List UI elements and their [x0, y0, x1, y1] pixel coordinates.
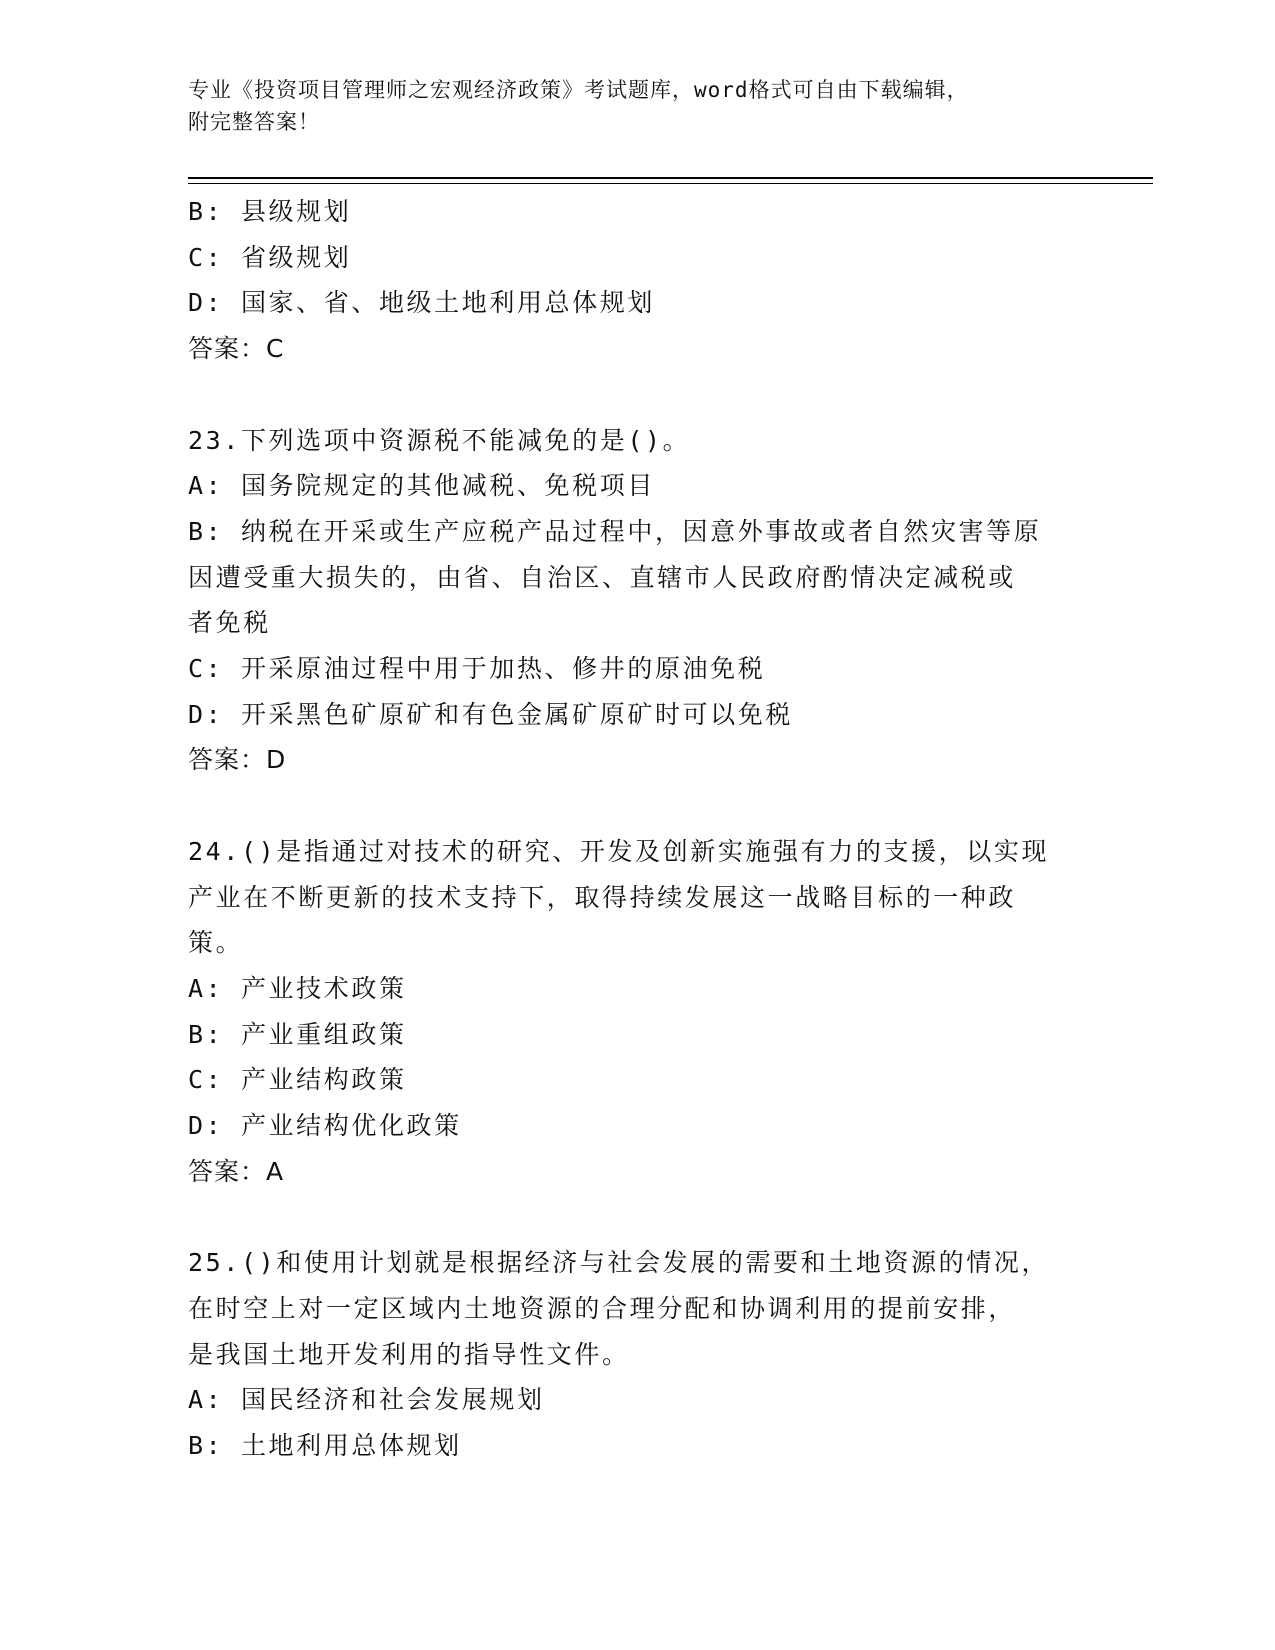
option-b: B: 县级规划 [188, 197, 352, 226]
question-line-2: 在时空上对一定区域内土地资源的合理分配和协调利用的提前安排， [188, 1293, 1017, 1323]
question-content [188, 189, 1088, 1469]
option-b-line-1: B: 纳税在开采或生产应税产品过程中，因意外事故或者自然灾害等原 [188, 516, 1042, 546]
question-line-1: 24.()是指通过对技术的研究、开发及创新实施强有力的支援，以实现 [188, 836, 1050, 866]
spacer [188, 1194, 1088, 1240]
question-line-3: 策。 [188, 928, 244, 958]
header-divider-thick [188, 177, 1153, 179]
spacer [188, 372, 1088, 418]
question-text: 23.下列选项中资源税不能减免的是()。 [188, 425, 691, 455]
question-line-1: 25.()和使用计划就是根据经济与社会发展的需要和土地资源的情况， [188, 1248, 1050, 1278]
question-line-2: 产业在不断更新的技术支持下，取得持续发展这一战略目标的一种政 [188, 882, 1017, 912]
option-c: C: 产业结构政策 [188, 1065, 407, 1095]
spacer [188, 783, 1088, 829]
option-a: A: 国务院规定的其他减税、免税项目 [188, 471, 655, 501]
option-d: D: 产业结构优化政策 [188, 1111, 462, 1141]
option-b-line-3: 者免税 [188, 608, 271, 638]
question-line-3: 是我国土地开发利用的指导性文件。 [188, 1339, 630, 1369]
question-text [188, 829, 1088, 966]
option-b-line-2: 因遭受重大损失的，由省、自治区、直辖市人民政府酌情决定减税或 [188, 562, 1017, 592]
previous-question-tail [188, 189, 1088, 372]
option-a: A: 产业技术政策 [188, 973, 407, 1003]
option-b [188, 509, 1088, 646]
header-line-2: 附完整答案！ [188, 110, 320, 134]
question-24 [188, 829, 1088, 1195]
answer: 答案：A [188, 1156, 285, 1186]
answer: 答案：C [188, 334, 285, 364]
option-d: D: 开采黑色矿原矿和有色金属矿原矿时可以免税 [188, 699, 793, 729]
question-23 [188, 418, 1088, 784]
option-d: D: 国家、省、地级土地利用总体规划 [188, 288, 655, 318]
answer: 答案：D [188, 745, 287, 775]
question-25 [188, 1240, 1088, 1469]
option-b: B: 土地利用总体规划 [188, 1430, 462, 1460]
header-divider-thin [188, 183, 1153, 184]
question-text [188, 1240, 1088, 1377]
header-line-1: 专业《投资项目管理师之宏观经济政策》考试题库，word格式可自由下载编辑， [188, 78, 969, 102]
option-c: C: 省级规划 [188, 242, 352, 272]
document-header [188, 74, 1068, 138]
option-a: A: 国民经济和社会发展规划 [188, 1385, 545, 1415]
option-b: B: 产业重组政策 [188, 1019, 407, 1049]
option-c: C: 开采原油过程中用于加热、修井的原油免税 [188, 654, 766, 684]
